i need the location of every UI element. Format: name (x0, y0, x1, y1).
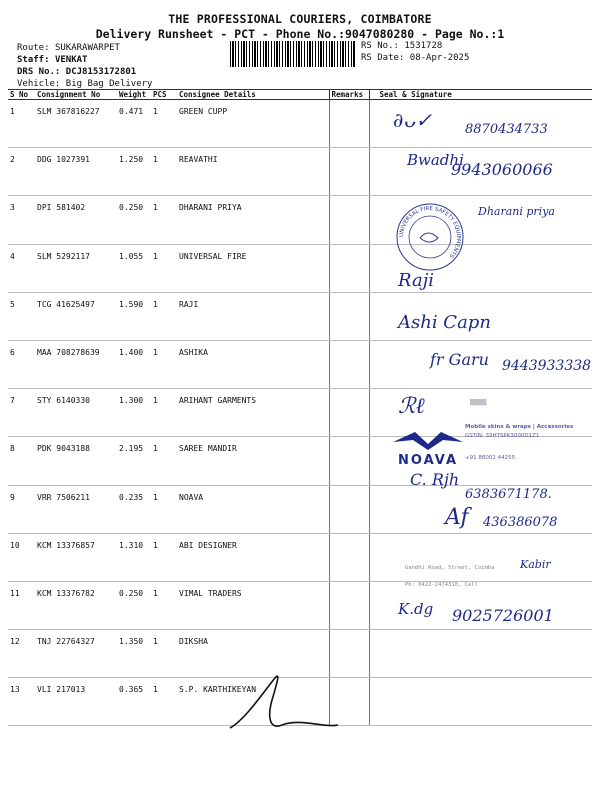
col-consignment: Consignment No (35, 90, 117, 100)
row-pcs: 1 (151, 678, 177, 726)
row-consignee: SAREE MANDIR (177, 437, 329, 485)
row-weight: 1.590 (117, 292, 151, 340)
row-consignee: REAVATHI (177, 148, 329, 196)
row-pcs: 1 (151, 244, 177, 292)
row-consignment: TCG 41625497 (35, 292, 117, 340)
row-consignment: SLM 5292117 (35, 244, 117, 292)
row-consignment: STY 6140330 (35, 389, 117, 437)
row-sno: 12 (8, 630, 35, 678)
row-sno: 10 (8, 533, 35, 581)
row-consignee: NOAVA (177, 485, 329, 533)
row-sno: 2 (8, 148, 35, 196)
row-weight: 1.350 (117, 630, 151, 678)
col-seal: Seal & Signature (369, 90, 592, 100)
row-weight: 1.300 (117, 389, 151, 437)
handwritten-phone-1: 8870434733 (465, 122, 548, 137)
row-weight: 0.471 (117, 100, 151, 148)
row-sno: 7 (8, 389, 35, 437)
vimal-stamp-line2: Ph: 0422-2474310, Cell (405, 582, 478, 588)
row-consignee: ARIHANT GARMENTS (177, 389, 329, 437)
staff-signature (220, 670, 350, 740)
row-consignee: DIKSHA (177, 630, 329, 678)
row-seal (369, 533, 592, 581)
handwritten-phone-13: 9025726001 (452, 606, 554, 625)
row-consignment: PDK 9043188 (35, 437, 117, 485)
row-consignee: RAJI (177, 292, 329, 340)
row-sno: 8 (8, 437, 35, 485)
row-pcs: 1 (151, 340, 177, 388)
universal-fire-stamp (390, 200, 470, 275)
signature-6: Ashi Capn (398, 312, 491, 333)
barcode (230, 41, 355, 67)
row-remarks (329, 389, 369, 437)
fire-stamp-text: UNIVERSAL FIRE SAFETY EQUIPMENTS (398, 205, 462, 259)
row-sno: 11 (8, 581, 35, 629)
row-sno: 13 (8, 678, 35, 726)
row-remarks (329, 148, 369, 196)
signature-8: ℛℓ (398, 394, 425, 419)
row-remarks (329, 581, 369, 629)
row-pcs: 1 (151, 533, 177, 581)
row-pcs: 1 (151, 292, 177, 340)
row-consignee: ASHIKA (177, 340, 329, 388)
rs-date-line: RS Date: 08-Apr-2025 (361, 53, 470, 63)
row-consignee: ABI DESIGNER (177, 533, 329, 581)
row-remarks (329, 437, 369, 485)
col-sno: S No (8, 90, 35, 100)
row-pcs: 1 (151, 100, 177, 148)
route-value: SUKARAWARPET (54, 43, 120, 53)
handwritten-phone-10: 6383671178. (465, 487, 552, 502)
signature-12: Kabir (520, 558, 551, 571)
row-pcs: 1 (151, 389, 177, 437)
company-title: THE PROFESSIONAL COURIERS, COIMBATORE (168, 12, 432, 26)
noava-brand: NOAVA (398, 453, 459, 468)
row-sno: 6 (8, 340, 35, 388)
row-remarks (329, 244, 369, 292)
row-weight: 0.250 (117, 196, 151, 244)
rs-date-value: 08-Apr-2025 (409, 53, 470, 63)
row-consignment: VLI 217013 (35, 678, 117, 726)
table-row (8, 244, 592, 292)
row-consignment: MAA 708278639 (35, 340, 117, 388)
signature-1: ∂ᴗ✓ (393, 108, 433, 132)
noava-stamp-line3: +91 86002 44255 (465, 455, 516, 461)
vehicle-line: Vehicle: Big Bag Delivery (17, 79, 153, 89)
noava-logo-icon (393, 430, 463, 452)
drs-value: DCJ8153172801 (65, 67, 137, 77)
row-remarks (329, 485, 369, 533)
row-weight: 1.400 (117, 340, 151, 388)
row-consignment: KCM 13376782 (35, 581, 117, 629)
row-seal (369, 630, 592, 678)
row-pcs: 1 (151, 196, 177, 244)
signature-11: Af (445, 505, 469, 530)
rs-no-line: RS No.: 1531728 (361, 41, 443, 51)
row-consignee: DHARANI PRIYA (177, 196, 329, 244)
noava-stamp-line2: GSTIN: 33HTSPK3000D1Z1 (465, 433, 540, 439)
col-weight: Weight (117, 90, 151, 100)
col-consignee: Consignee Details (177, 90, 329, 100)
table-row (8, 292, 592, 340)
row-pcs: 1 (151, 148, 177, 196)
table-row (8, 533, 592, 581)
signature-13: K.dg (398, 600, 434, 618)
table-row (8, 196, 592, 244)
col-pcs: PCS (151, 90, 177, 100)
row-weight: 1.250 (117, 148, 151, 196)
noava-stamp-line1: Mobile skins & wraps | Accessories (465, 424, 574, 430)
row-remarks (329, 340, 369, 388)
signature-3: Dharani priya (478, 205, 555, 218)
handwritten-phone-11: 436386078 (483, 515, 558, 530)
row-pcs: 1 (151, 437, 177, 485)
row-pcs: 1 (151, 630, 177, 678)
row-consignment: TNJ 22764327 (35, 630, 117, 678)
row-sno: 3 (8, 196, 35, 244)
row-sno: 4 (8, 244, 35, 292)
signature-2: Bwadhi (407, 151, 464, 169)
row-remarks (329, 196, 369, 244)
row-consignment: DDG 1027391 (35, 148, 117, 196)
row-consignment: SLM 367816227 (35, 100, 117, 148)
row-consignment: VRR 7506211 (35, 485, 117, 533)
staff-line: Staff: VENKAT (17, 55, 88, 65)
runsheet-subtitle: Delivery Runsheet - PCT - Phone No.:9047080280 - Page No.:1 (95, 27, 505, 41)
row-sno: 9 (8, 485, 35, 533)
route-line: Route: SUKARAWARPET (17, 43, 120, 53)
row-consignment: KCM 13376857 (35, 533, 117, 581)
row-pcs: 1 (151, 581, 177, 629)
row-weight: 0.250 (117, 581, 151, 629)
row-weight: 0.235 (117, 485, 151, 533)
row-weight: 0.365 (117, 678, 151, 726)
staff-value: VENKAT (54, 55, 88, 65)
signature-10: C. Rjh (410, 470, 460, 489)
row-consignee: UNIVERSAL FIRE (177, 244, 329, 292)
row-weight: 1.310 (117, 533, 151, 581)
row-sno: 1 (8, 100, 35, 148)
signature-5: Raji (398, 270, 435, 291)
vimal-stamp-line1: Gandhi Road, Street, Coimba (405, 565, 495, 571)
row-pcs: 1 (151, 485, 177, 533)
row-remarks (329, 100, 369, 148)
handwritten-phone-7: 9443933338 (502, 358, 592, 374)
rs-no-value: 1531728 (404, 41, 443, 51)
table-header (8, 90, 592, 100)
row-remarks (329, 292, 369, 340)
row-consignee: GREEN CUPP (177, 100, 329, 148)
row-weight: 2.195 (117, 437, 151, 485)
row-consignment: DPI 581402 (35, 196, 117, 244)
drs-line: DRS No.: DCJ8153172801 (17, 67, 137, 77)
col-remarks: Remarks (329, 90, 369, 100)
row-consignee: S.P. KARTHIKEYAN (177, 678, 329, 726)
row-weight: 1.055 (117, 244, 151, 292)
row-remarks (329, 533, 369, 581)
runsheet-table (8, 89, 592, 726)
saree-stamp: ▒▒▒▒▒ (470, 400, 487, 406)
handwritten-phone-2: 9943060066 (451, 160, 553, 179)
vehicle-value: Big Bag Delivery (65, 79, 153, 89)
signature-7: fr Garu (430, 350, 489, 369)
row-seal (369, 678, 592, 726)
svg-text:UNIVERSAL FIRE SAFETY EQUIPMEN (399, 206, 461, 259)
row-sno: 5 (8, 292, 35, 340)
row-consignee: VIMAL TRADERS (177, 581, 329, 629)
